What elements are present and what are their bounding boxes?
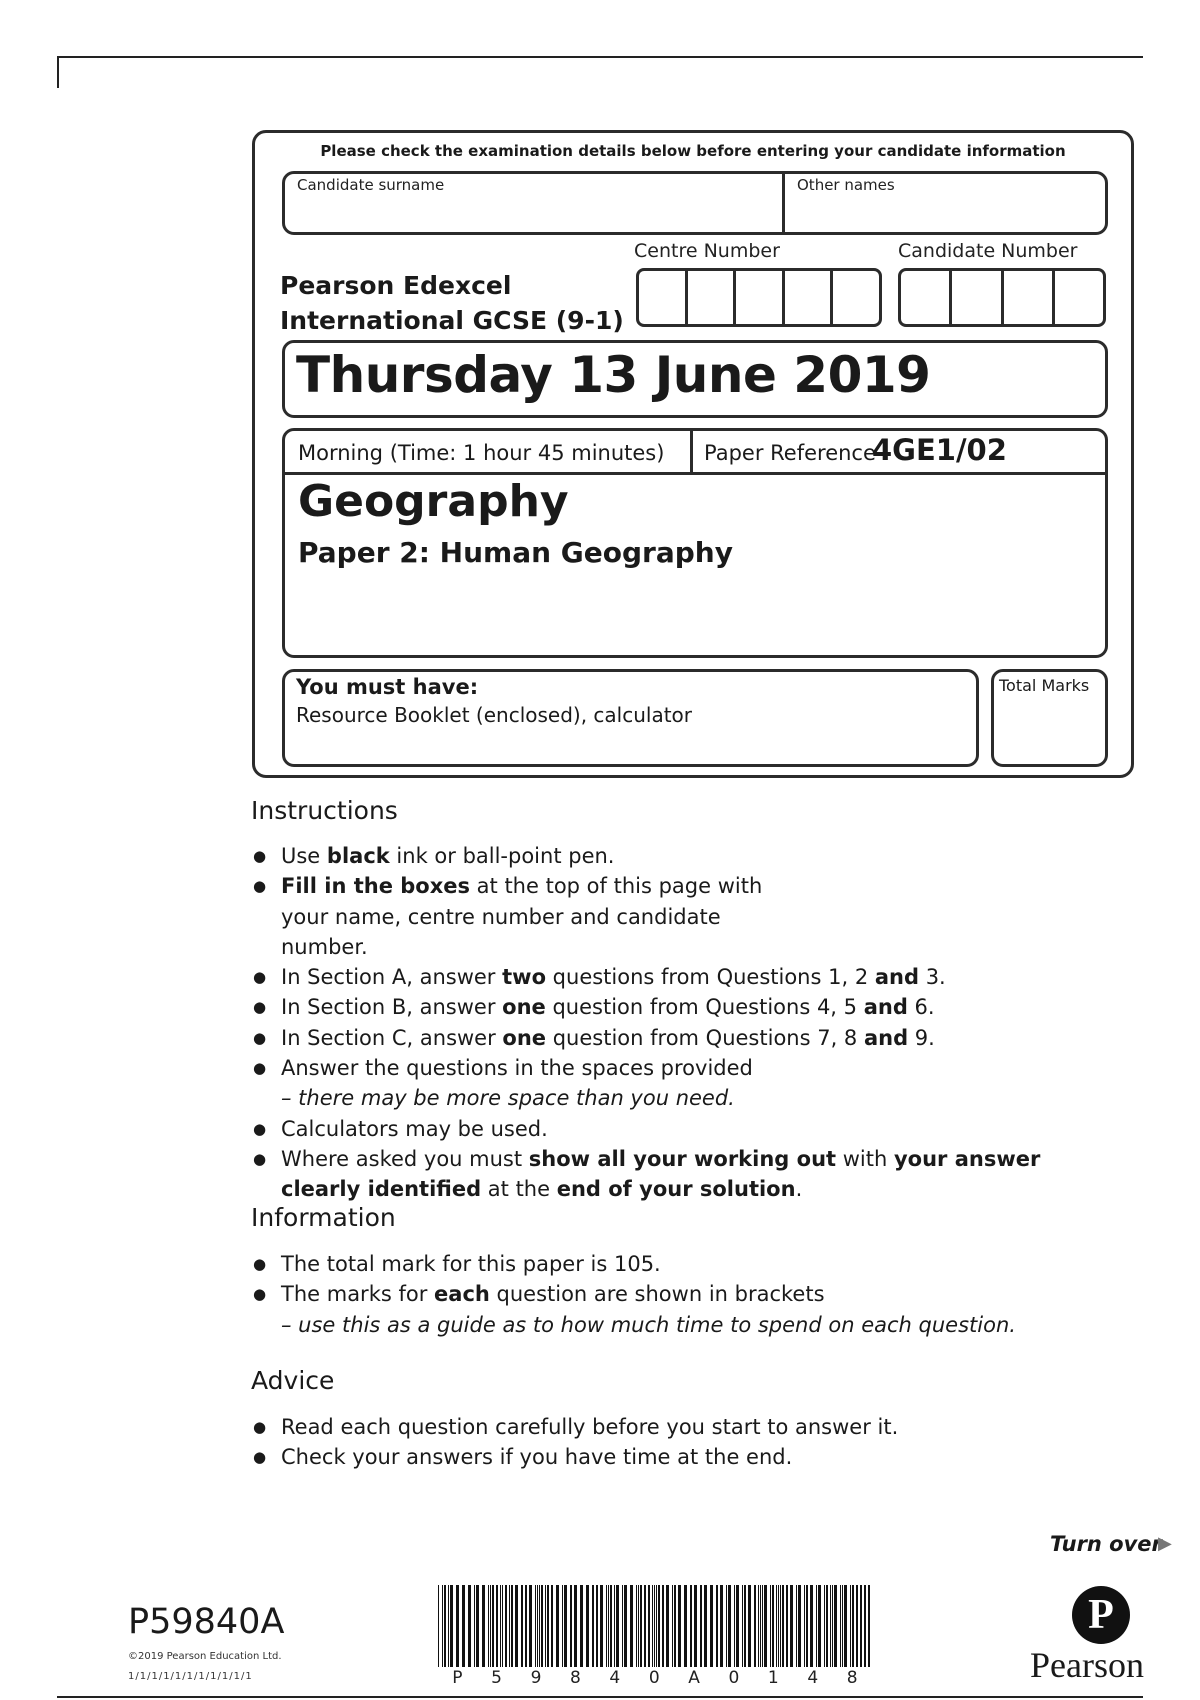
barcode-bar <box>786 1585 788 1667</box>
barcode-bar <box>444 1585 446 1667</box>
barcode-bar <box>710 1585 713 1667</box>
barcode-bar <box>630 1585 633 1667</box>
barcode-bar <box>778 1585 779 1667</box>
barcode-bar <box>772 1585 774 1667</box>
barcode-bar <box>511 1585 513 1667</box>
barcode-bar <box>574 1585 577 1667</box>
barcode-bar <box>748 1585 751 1667</box>
barcode-char: 0 <box>648 1668 660 1688</box>
centre-digit-box[interactable] <box>736 271 785 324</box>
candidate-surname-label: Candidate surname <box>297 176 445 194</box>
barcode-bar <box>545 1585 546 1667</box>
barcode-bar <box>830 1585 831 1667</box>
barcode-bar <box>547 1585 549 1667</box>
barcode-bar <box>541 1585 543 1667</box>
publisher-line2: International GCSE (9-1) <box>280 306 624 335</box>
centre-digit-box[interactable] <box>639 271 688 324</box>
barcode-bar <box>770 1585 771 1667</box>
barcode-bar <box>537 1585 538 1667</box>
instruction-item: ● In Section C, answer one question from Questions 7, 8 and 9. <box>251 1023 1131 1053</box>
barcode-bar <box>832 1585 833 1667</box>
top-corner-mark <box>57 58 59 88</box>
barcode-bar <box>726 1585 727 1667</box>
barcode-bar <box>468 1585 471 1667</box>
barcode-bar <box>614 1585 615 1667</box>
barcode-bar <box>758 1585 759 1667</box>
paper-title: Paper 2: Human Geography <box>298 536 733 569</box>
barcode-bar <box>492 1585 494 1667</box>
paper-reference-label: Paper Reference <box>704 441 876 465</box>
barcode-bar <box>840 1585 841 1667</box>
barcode-bar <box>796 1585 797 1667</box>
instruction-item: ● In Section A, answer two questions from Questions 1, 2 and 3. <box>251 962 1131 992</box>
barcode-bar <box>580 1585 583 1667</box>
centre-number-boxes[interactable] <box>636 268 882 327</box>
barcode-bar <box>868 1585 870 1667</box>
publisher-block <box>280 268 624 338</box>
candidate-digit-box[interactable] <box>952 271 1003 324</box>
barcode-bar <box>570 1585 572 1667</box>
barcode-bar <box>834 1585 837 1667</box>
barcode-bar <box>690 1585 692 1667</box>
barcode-bar <box>562 1585 563 1667</box>
candidate-number-boxes[interactable] <box>898 268 1106 327</box>
barcode-bar <box>764 1585 767 1667</box>
barcode-bar <box>700 1585 702 1667</box>
barcode-char: 8 <box>570 1668 581 1688</box>
advice-list <box>251 1412 1131 1473</box>
advice-item: ● Read each question carefully before you start to answer it. <box>251 1412 1131 1442</box>
barcode-bar <box>694 1585 697 1667</box>
barcode <box>438 1585 872 1667</box>
barcode-bar <box>798 1585 801 1667</box>
paper-code: P59840A <box>128 1602 285 1642</box>
barcode-bar <box>662 1585 664 1667</box>
session-time: Morning (Time: 1 hour 45 minutes) <box>298 441 665 465</box>
barcode-bar <box>842 1585 843 1667</box>
centre-digit-box[interactable] <box>688 271 737 324</box>
barcode-bar <box>525 1585 527 1667</box>
advice-heading: Advice <box>251 1366 335 1395</box>
barcode-bar <box>720 1585 723 1667</box>
pearson-wordmark: Pearson <box>1030 1645 1144 1685</box>
instruction-item: ● Answer the questions in the spaces provided – there may be more space than you need. <box>251 1053 1131 1114</box>
barcode-char: 1 <box>767 1668 779 1688</box>
barcode-bar <box>476 1585 479 1667</box>
advice-item: ● Check your answers if you have time at the end. <box>251 1442 1131 1472</box>
barcode-bar <box>654 1585 655 1667</box>
pearson-logo-letter: P <box>1088 1592 1114 1638</box>
information-item: ● The marks for each question are shown in brackets – use this as a guide as to how much time to spend on each question. <box>251 1279 1131 1340</box>
barcode-bar <box>608 1585 609 1667</box>
name-divider <box>782 171 785 235</box>
subject-title: Geography <box>298 476 569 527</box>
instruction-item: ● Where asked you must show all your working out with your answer clearly identified at the end of your solution. <box>251 1144 1131 1205</box>
barcode-char: A <box>688 1668 700 1688</box>
barcode-bar <box>515 1585 518 1667</box>
barcode-bar <box>790 1585 793 1667</box>
barcode-bar <box>648 1585 650 1667</box>
barcode-bar <box>754 1585 756 1667</box>
instruction-item: ● Use black ink or ball-point pen. <box>251 841 1131 871</box>
instruction-item: ● Calculators may be used. <box>251 1114 1131 1144</box>
barcode-bar <box>490 1585 491 1667</box>
barcode-bar <box>500 1585 501 1667</box>
information-list <box>251 1249 1131 1340</box>
barcode-bar <box>502 1585 503 1667</box>
barcode-bar <box>760 1585 761 1667</box>
barcode-char: 9 <box>530 1668 542 1688</box>
barcode-char: 4 <box>807 1668 819 1688</box>
barcode-bar <box>636 1585 637 1667</box>
barcode-bar <box>624 1585 627 1667</box>
must-have-items: Resource Booklet (enclosed), calculator <box>296 703 693 727</box>
barcode-bar <box>448 1585 449 1667</box>
barcode-bar <box>826 1585 828 1667</box>
barcode-bar <box>860 1585 862 1667</box>
turn-over-arrow-icon: ▶ <box>1158 1533 1172 1554</box>
barcode-bar <box>742 1585 743 1667</box>
instructions-list <box>251 841 1131 1205</box>
barcode-bar <box>804 1585 805 1667</box>
centre-number-label: Centre Number <box>634 240 780 262</box>
centre-digit-box[interactable] <box>785 271 834 324</box>
print-code: 1/1/1/1/1/1/1/1/1/1/1 <box>128 1671 253 1682</box>
barcode-bar <box>818 1585 821 1667</box>
barcode-bar <box>666 1585 669 1667</box>
must-have-heading: You must have: <box>296 675 479 699</box>
barcode-bar <box>782 1585 784 1667</box>
barcode-bar <box>850 1585 851 1667</box>
barcode-bar <box>456 1585 459 1667</box>
barcode-bar <box>482 1585 485 1667</box>
barcode-bar <box>564 1585 567 1667</box>
barcode-bar <box>644 1585 646 1667</box>
instruction-item: ● In Section B, answer one question from Questions 4, 5 and 6. <box>251 992 1131 1022</box>
paper-reference: 4GE1/02 <box>872 433 1007 467</box>
information-item: ● The total mark for this paper is 105. <box>251 1249 1131 1279</box>
barcode-bar <box>762 1585 763 1667</box>
instruction-item: ● Fill in the boxes at the top of this page with your name, centre number and candidate number. <box>251 871 1131 962</box>
barcode-bar <box>716 1585 718 1667</box>
barcode-bar <box>656 1585 657 1667</box>
subject-header-rule <box>282 472 1108 475</box>
barcode-bar <box>852 1585 854 1667</box>
barcode-bar <box>496 1585 498 1667</box>
barcode-bar <box>539 1585 540 1667</box>
barcode-bar <box>606 1585 607 1667</box>
barcode-bar <box>672 1585 673 1667</box>
information-heading: Information <box>251 1203 396 1232</box>
barcode-bar <box>640 1585 642 1667</box>
session-divider <box>690 428 693 474</box>
barcode-bar <box>509 1585 510 1667</box>
barcode-char: P <box>452 1668 463 1688</box>
candidate-number-label: Candidate Number <box>898 240 1078 262</box>
barcode-text <box>438 1668 872 1688</box>
copyright: ©2019 Pearson Education Ltd. <box>128 1651 282 1662</box>
barcode-bar <box>616 1585 619 1667</box>
barcode-char: 8 <box>846 1668 858 1688</box>
barcode-bar <box>824 1585 825 1667</box>
barcode-bar <box>438 1585 439 1667</box>
exam-date: Thursday 13 June 2019 <box>296 346 931 404</box>
barcode-char: 0 <box>728 1668 740 1688</box>
barcode-bar <box>806 1585 808 1667</box>
barcode-bar <box>610 1585 612 1667</box>
barcode-bar <box>816 1585 817 1667</box>
barcode-bar <box>734 1585 735 1667</box>
barcode-bar <box>556 1585 559 1667</box>
barcode-bar <box>529 1585 532 1667</box>
barcode-bar <box>551 1585 553 1667</box>
barcode-bar <box>864 1585 866 1667</box>
instructions-heading: Instructions <box>251 796 398 825</box>
bottom-rule <box>57 1696 1143 1698</box>
barcode-bar <box>521 1585 523 1667</box>
barcode-char: 4 <box>609 1668 621 1688</box>
check-note: Please check the examination details below before entering your candidate information <box>320 142 1066 160</box>
barcode-bar <box>488 1585 489 1667</box>
turn-over-label: Turn over <box>1050 1532 1162 1556</box>
barcode-bar <box>652 1585 653 1667</box>
candidate-digit-box[interactable] <box>1055 271 1103 324</box>
centre-digit-box[interactable] <box>833 271 879 324</box>
barcode-bar <box>810 1585 813 1667</box>
barcode-bar <box>450 1585 453 1667</box>
barcode-bar <box>684 1585 687 1667</box>
barcode-bar <box>600 1585 603 1667</box>
barcode-bar <box>505 1585 507 1667</box>
barcode-bar <box>474 1585 475 1667</box>
barcode-bar <box>622 1585 623 1667</box>
barcode-bar <box>728 1585 731 1667</box>
candidate-digit-box[interactable] <box>1004 271 1055 324</box>
barcode-bar <box>736 1585 739 1667</box>
barcode-char: 5 <box>491 1668 502 1688</box>
barcode-bar <box>535 1585 536 1667</box>
barcode-bar <box>704 1585 707 1667</box>
barcode-bar <box>462 1585 465 1667</box>
barcode-bar <box>658 1585 660 1667</box>
barcode-bar <box>780 1585 781 1667</box>
barcode-bar <box>592 1585 594 1667</box>
other-names-label: Other names <box>797 176 895 194</box>
candidate-digit-box[interactable] <box>901 271 952 324</box>
barcode-bar <box>674 1585 676 1667</box>
publisher-line1: Pearson Edexcel <box>280 271 512 300</box>
top-rule <box>57 56 1143 58</box>
barcode-bar <box>678 1585 681 1667</box>
barcode-bar <box>844 1585 847 1667</box>
barcode-bar <box>856 1585 858 1667</box>
barcode-bar <box>596 1585 598 1667</box>
barcode-bar <box>586 1585 589 1667</box>
total-marks-label: Total Marks <box>999 676 1090 695</box>
barcode-bar <box>638 1585 639 1667</box>
barcode-bar <box>776 1585 777 1667</box>
barcode-bar <box>744 1585 746 1667</box>
barcode-bar <box>442 1585 443 1667</box>
